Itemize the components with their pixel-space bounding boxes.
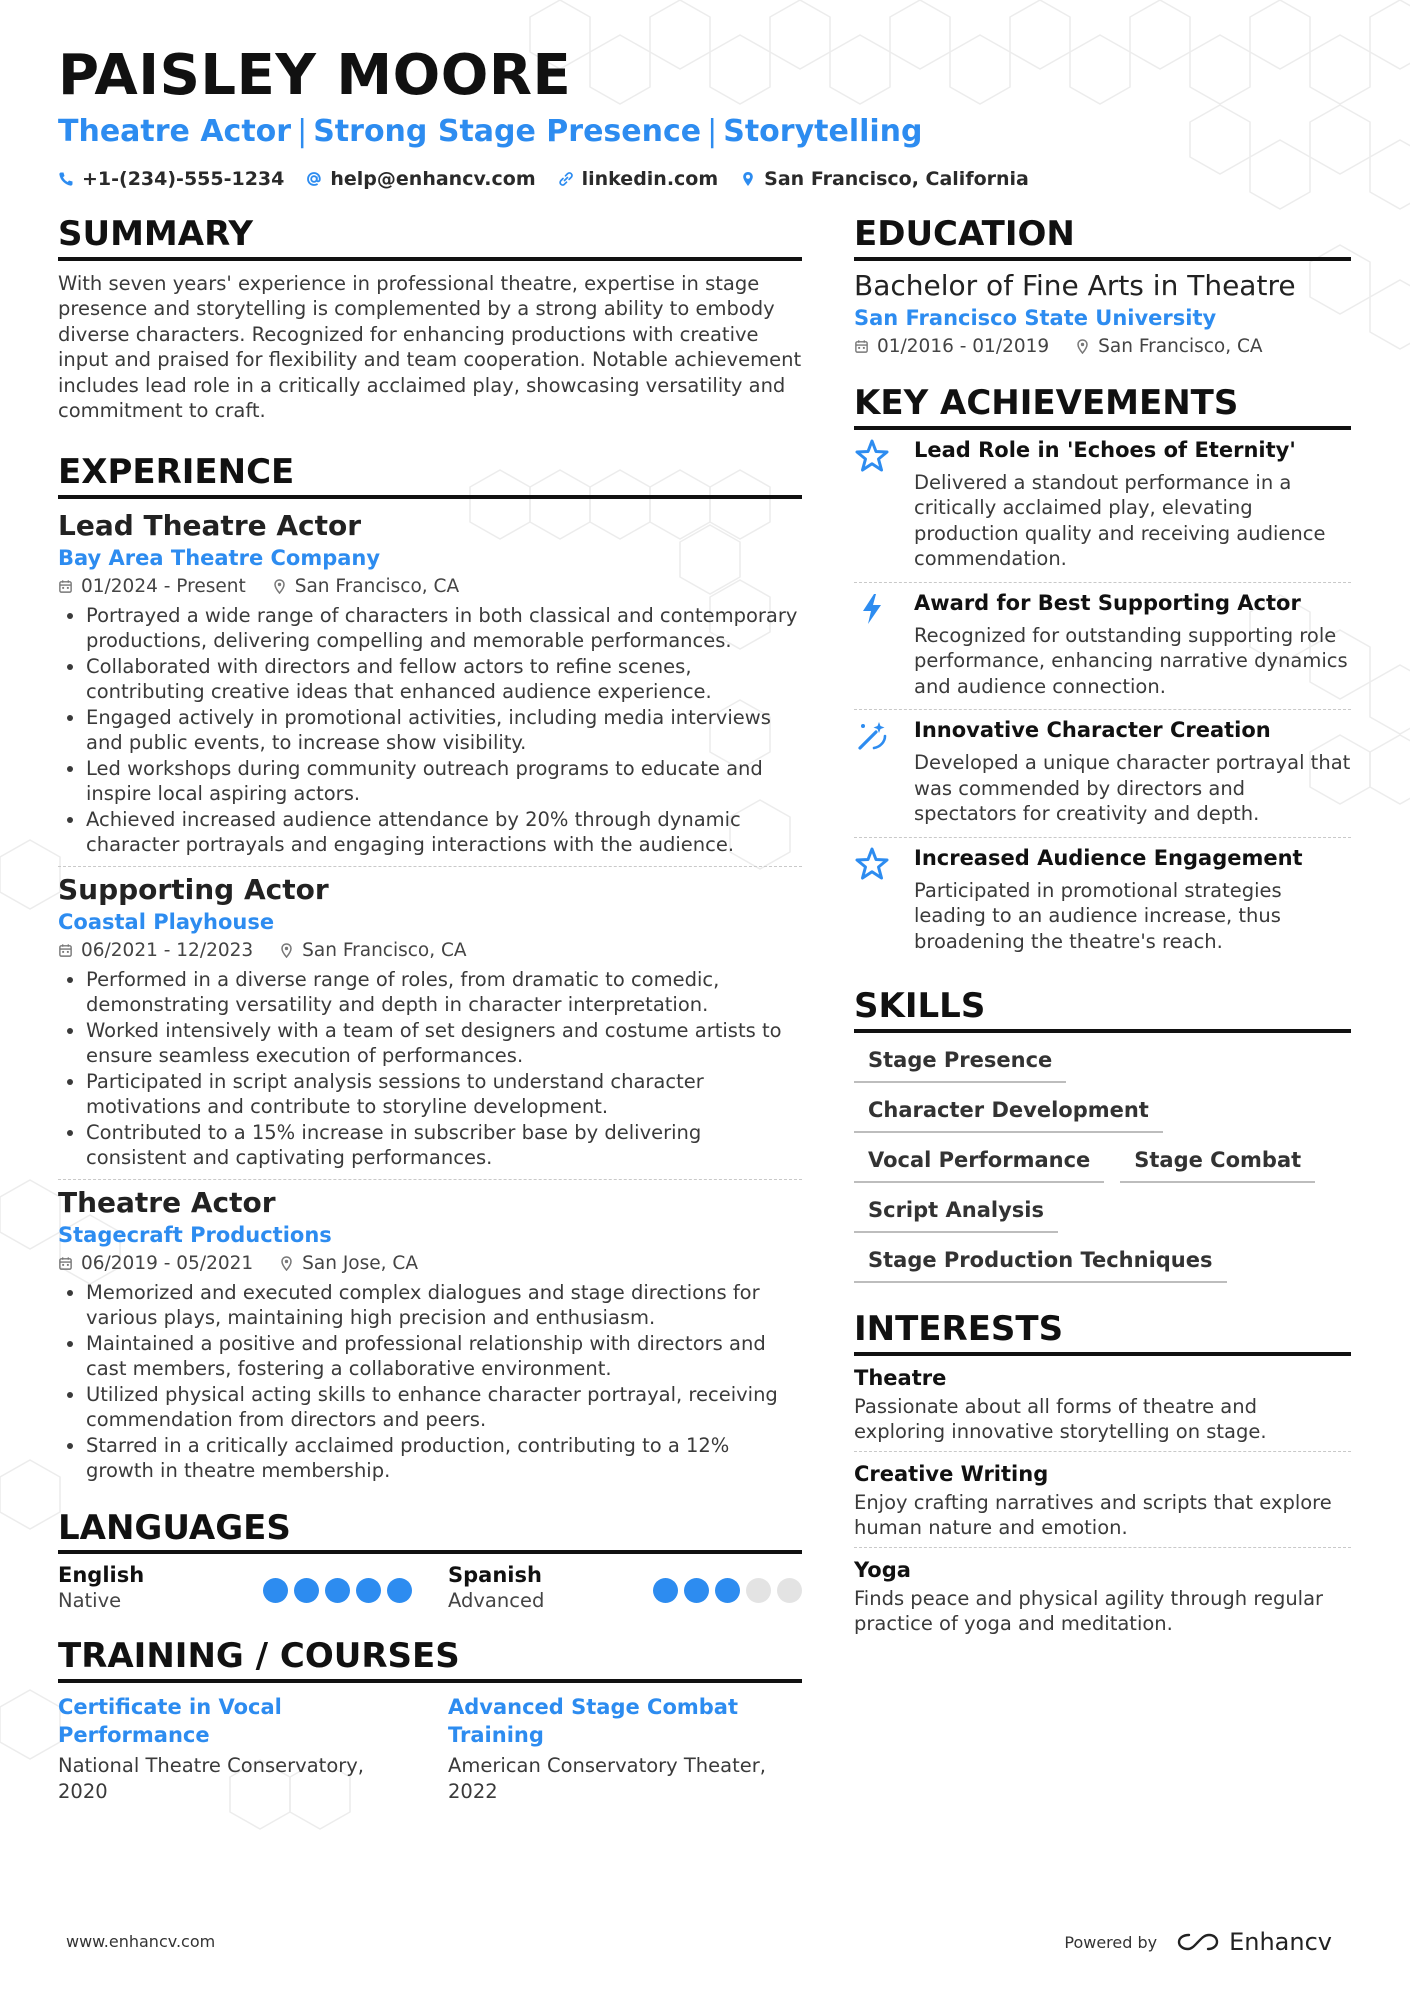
skill-tag: Stage Combat [1120,1141,1315,1183]
language-item [58,1562,412,1614]
languages-heading: LANGUAGES [58,1508,802,1555]
language-rating [653,1578,802,1603]
job-meta [58,937,802,965]
skills-list [854,1041,1351,1283]
contact-phone[interactable] [58,168,284,190]
left-column [58,214,802,1805]
location-text: San Francisco, California [764,168,1029,190]
phone-icon [58,171,74,187]
linkedin-text: linkedin.com [581,168,719,190]
achievement-item [854,583,1351,710]
calendar-icon [58,943,73,958]
job-location: San Francisco, CA [294,575,460,597]
education-heading: EDUCATION [854,214,1351,261]
contact-location [740,168,1029,190]
headline [58,114,923,149]
language-name: Spanish [448,1563,542,1588]
rating-dot-filled [684,1578,709,1603]
interest-description: Passionate about all forms of theatre and exploring innovative storytelling on stage. [854,1394,1267,1444]
calendar-icon [58,579,73,594]
job-title: Theatre Actor [58,1185,276,1219]
course-title: Advanced Stage Combat Training [448,1695,739,1748]
achievement-title: Innovative Character Creation [914,718,1271,743]
job-bullets [58,1280,802,1484]
job-dates: 06/2021 - 12/2023 [81,939,254,961]
skill-tag: Character Development [854,1091,1163,1133]
star-icon [854,846,890,882]
experience-section [58,452,802,1484]
languages-list [58,1562,802,1614]
star-icon [854,438,890,474]
languages-section [58,1508,802,1615]
skill-row [854,1091,1351,1133]
skill-row [854,1241,1351,1283]
skill-tag: Stage Production Techniques [854,1241,1227,1283]
magic-wand-icon [854,718,890,754]
company-name: Bay Area Theatre Company [58,545,381,570]
rating-dot-empty [777,1578,802,1603]
calendar-icon [854,339,869,354]
language-level: Native [58,1589,122,1613]
contact-linkedin[interactable] [558,168,719,190]
bullet-item: • Collaborated with directors and fellow actors to refine scenes, contributing creative ideas that enhanced audience experience. [86,654,802,705]
bullet-item: • Contributed to a 15% increase in subscriber base by delivering consistent and captivating performances. [86,1120,802,1171]
headline-separator: | [707,114,718,149]
location-pin-icon [279,943,294,958]
course-institution: American Conservatory Theater, 2022 [448,1754,766,1804]
achievement-description: Participated in promotional strategies leading to an audience increase, thus broadening the theatre's reach. [914,878,1282,953]
skills-section [854,986,1351,1283]
bullet-item: • Maintained a positive and professional relationship with directors and cast members, fostering a collaborative environment. [86,1331,802,1382]
course-title: Certificate in Vocal Performance [58,1695,282,1748]
bullet-item: • Performed in a diverse range of roles, from dramatic to comedic, demonstrating versatility and depth in character interpretation. [86,967,802,1018]
language-item [448,1562,802,1614]
rating-dot-filled [387,1578,412,1603]
footer-branding [1064,1928,1332,1956]
interest-item [854,1460,1351,1541]
at-icon [306,171,322,187]
skill-row [854,1191,1351,1233]
divider [58,1179,802,1180]
headline-separator: | [297,114,308,149]
skill-tag: Script Analysis [854,1191,1058,1233]
job-dates: 01/2024 - Present [81,575,246,597]
rating-dot-filled [653,1578,678,1603]
training-heading: TRAINING / COURSES [58,1636,802,1683]
education-location: San Francisco, CA [1098,335,1263,357]
job-location: San Francisco, CA [302,939,467,961]
brand-name: Enhancv [1229,1928,1332,1956]
interest-title: Creative Writing [854,1461,1049,1486]
achievements-section [854,383,1351,964]
bullet-item: • Utilized physical acting skills to enhance character portrayal, receiving commendation from directors and peers. [86,1382,802,1433]
job-bullets [58,967,802,1171]
interest-item [854,1364,1351,1445]
rating-dot-filled [325,1578,350,1603]
achievements-heading: KEY ACHIEVEMENTS [854,383,1351,430]
education-dates: 01/2016 - 01/2019 [877,335,1050,357]
bullet-item: • Starred in a critically acclaimed production, contributing to a 12% growth in theatre membership. [86,1433,802,1484]
bullet-item: • Portrayed a wide range of characters in both classical and contemporary productions, delivering compelling and memorable performances. [86,603,802,654]
achievement-title: Award for Best Supporting Actor [914,590,1301,615]
rating-dot-empty [746,1578,771,1603]
phone-text: +1-(234)-555-1234 [82,168,285,190]
skill-row [854,1141,1351,1183]
bullet-item: • Led workshops during community outreach programs to educate and inspire local aspiring actors. [86,756,802,807]
bullet-item: • Memorized and executed complex dialogues and stage directions for various plays, maintaining high precision and enthusiasm. [86,1280,802,1331]
skill-tag: Stage Presence [854,1041,1066,1083]
right-column [854,214,1351,1637]
training-section [58,1636,802,1805]
powered-by-label: Powered by [1064,1932,1158,1952]
courses-list [58,1693,802,1805]
achievement-item [854,430,1351,582]
email-text: help@enhancv.com [330,168,536,190]
company-name: Coastal Playhouse [58,909,275,934]
degree-title: Bachelor of Fine Arts in Theatre [854,268,1296,302]
interest-description: Enjoy crafting narratives and scripts that explore human nature and emotion. [854,1490,1332,1540]
candidate-name: PAISLEY MOORE [58,43,572,108]
location-pin-icon [1075,339,1090,354]
achievement-description: Developed a unique character portrayal that was commended by directors and spectators for creativity and depth. [914,751,1351,826]
link-icon [558,171,574,187]
rating-dot-filled [263,1578,288,1603]
language-rating [263,1578,412,1603]
bullet-item: • Worked intensively with a team of set designers and costume artists to ensure seamless execution of performances. [86,1018,802,1069]
achievement-description: Recognized for outstanding supporting role performance, enhancing narrative dynamics and audience connection. [914,623,1348,698]
achievement-item [854,710,1351,837]
language-name: English [58,1563,145,1588]
course-item [58,1693,412,1805]
divider [854,1451,1351,1452]
headline-part: Strong Stage Presence [313,114,702,149]
rating-dot-filled [715,1578,740,1603]
footer-website[interactable]: www.enhancv.com [66,1932,216,1951]
interest-item [854,1556,1351,1637]
experience-heading: EXPERIENCE [58,452,802,499]
interest-title: Yoga [854,1557,911,1582]
interests-heading: INTERESTS [854,1309,1351,1356]
summary-text: With seven years' experience in professional theatre, expertise in stage presence and storytelling is complemented by a strong ability to embody diverse characters. Recognized for enhancing productions with creative input and praised for flexibility and team cooperation. Notable achievement includes lead role in a critically acclaimed play, showcasing versatility and commitment to craft. [58,271,802,423]
bullet-item: • Participated in script analysis sessions to understand character motivations and contribute to storyline development. [86,1069,802,1120]
headline-part: Theatre Actor [58,114,292,149]
skills-heading: SKILLS [854,986,1351,1033]
job-entry [58,509,802,858]
bullet-item: • Engaged actively in promotional activities, including media interviews and public events, to increase show visibility. [86,705,802,756]
skill-tag: Vocal Performance [854,1141,1104,1183]
interest-description: Finds peace and physical agility through regular practice of yoga and meditation. [854,1586,1324,1636]
calendar-icon [58,1256,73,1271]
job-location: San Jose, CA [302,1252,418,1274]
job-bullets [58,603,802,858]
contact-email[interactable] [306,168,535,190]
bullet-item: • Achieved increased audience attendance by 20% through dynamic character portrayals and engaging interactions with the audience. [86,807,802,858]
brand-logo[interactable] [1175,1928,1332,1956]
rating-dot-filled [356,1578,381,1603]
enhancv-logo-icon [1175,1930,1221,1954]
summary-section [58,214,802,424]
job-meta [58,573,802,601]
language-level: Advanced [448,1589,545,1613]
contact-bar [58,168,1029,190]
divider [58,866,802,867]
job-meta [58,1250,802,1278]
headline-part: Storytelling [723,114,923,149]
lightning-icon [854,591,890,627]
achievement-title: Lead Role in 'Echoes of Eternity' [914,437,1296,462]
summary-heading: SUMMARY [58,214,802,261]
interest-title: Theatre [854,1365,947,1390]
achievement-description: Delivered a standout performance in a critically acclaimed play, elevating production quality and receiving audience commendation. [914,470,1326,571]
job-title: Lead Theatre Actor [58,508,362,542]
education-meta [854,333,1351,361]
job-dates: 06/2019 - 05/2021 [81,1252,254,1274]
education-section [854,214,1351,361]
job-title: Supporting Actor [58,872,329,906]
location-pin-icon [279,1256,294,1271]
skill-row [854,1041,1351,1083]
course-item [448,1693,802,1805]
achievement-item [854,838,1351,965]
location-pin-icon [272,579,287,594]
job-entry [58,873,802,1171]
company-name: Stagecraft Productions [58,1222,332,1247]
school-name: San Francisco State University [854,305,1217,330]
rating-dot-filled [294,1578,319,1603]
divider [854,1547,1351,1548]
job-entry [58,1186,802,1484]
interests-section [854,1309,1351,1637]
achievement-title: Increased Audience Engagement [914,845,1303,870]
course-institution: National Theatre Conservatory, 2020 [58,1754,365,1804]
location-pin-icon [740,171,756,187]
